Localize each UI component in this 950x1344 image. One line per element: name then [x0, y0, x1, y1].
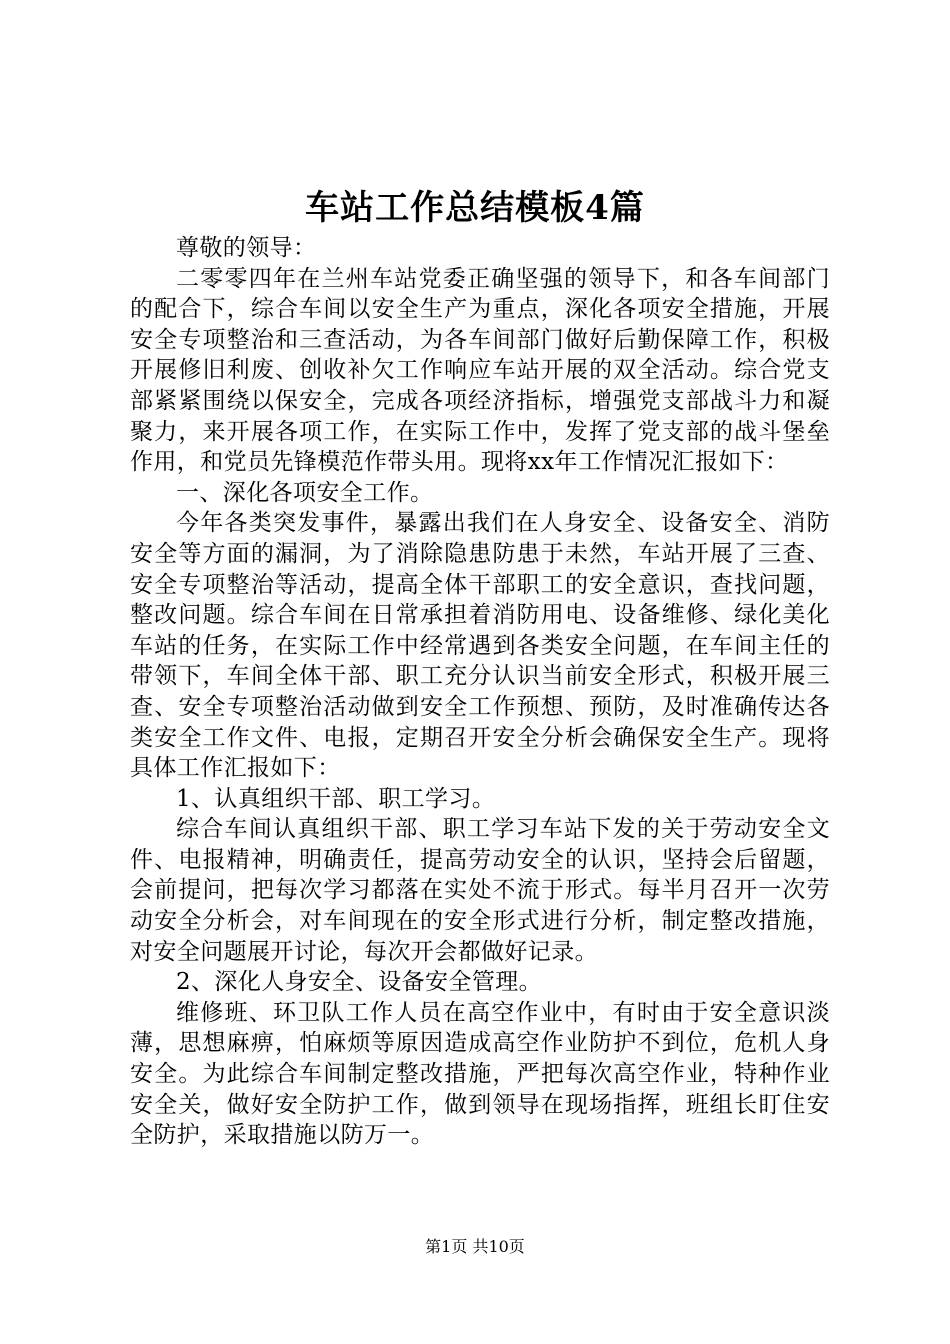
salutation-paragraph: 尊敬的领导：: [176, 235, 317, 261]
subsection-heading-2: 2、深化人身安全、设备安全管理。: [176, 969, 543, 996]
subsection-1-paragraph: 综合车间认真组织干部、职工学习车站下发的关于劳动安全文件、电报精神，明确责任，提高劳动安全的认识，坚持会后留题，会前提问，把每次学习都落在实处不流于形式。每半月召开一次劳动安全分析会，对车间现在的安全形式进行分析，制定整改措施，对安全问题展开讨论，每次开会都做好记录。: [130, 816, 830, 965]
document-body: [130, 233, 830, 1151]
section-1-paragraph: 今年各类突发事件，暴露出我们在人身安全、设备安全、消防安全等方面的漏洞，为了消除隐患防患于未然，车站开展了三查、安全专项整治等活动，提高全体干部职工的安全意识，查找问题，整改问题。综合车间在日常承担着消防用电、设备维修、绿化美化车站的任务，在实际工作中经常遇到各类安全问题，在车间主任的带领下，车间全体干部、职工充分认识当前安全形式，积极开展三查、安全专项整治活动做到安全工作预想、预防，及时准确传达各类安全工作文件、电报，定期召开安全分析会确保安全生产。现将具体工作汇报如下：: [130, 510, 830, 782]
subsection-heading-1: 1、认真组织干部、职工学习。: [176, 785, 496, 812]
document-title: 车站工作总结模板4篇: [305, 188, 645, 228]
intro-paragraph: 二零零四年在兰州车站党委正确坚强的领导下，和各车间部门的配合下，综合车间以安全生产为重点，深化各项安全措施，开展安全专项整治和三查活动，为各车间部门做好后勤保障工作，积极开展修旧利废、创收补欠工作响应车站开展的双全活动。综合党支部紧紧围绕以保安全，完成各项经济指标，增强党支部战斗力和凝聚力，来开展各项工作，在实际工作中，发挥了党支部的战斗堡垒作用，和党员先锋模范作带头用。现将xx年工作情况汇报如下：: [130, 265, 830, 476]
page-footer: 第1页 共10页: [425, 1237, 525, 1256]
section-heading-1: 一、深化各项安全工作。: [176, 479, 434, 506]
subsection-2-paragraph: 维修班、环卫队工作人员在高空作业中，有时由于安全意识淡薄，思想麻痹，怕麻烦等原因造成高空作业防护不到位，危机人身安全。为此综合车间制定整改措施，严把每次高空作业，特种作业安全关，做好安全防护工作，做到领导在现场指挥，班组长盯住安全防护，采取措施以防万一。: [130, 999, 830, 1149]
